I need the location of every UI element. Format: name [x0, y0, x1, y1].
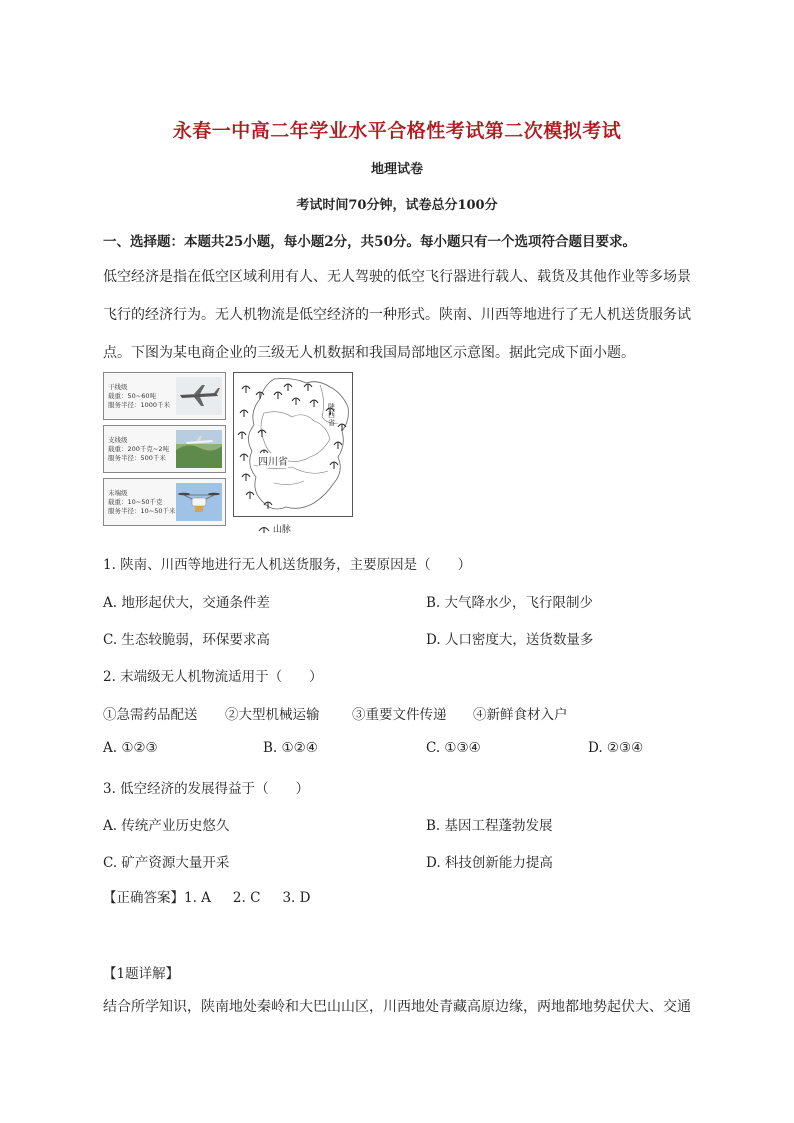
- question-1-stem: 1. 陕南、川西等地进行无人机送货服务，主要原因是（ ）: [103, 557, 472, 573]
- map-label-shaanxi: 陕西省: [328, 403, 335, 427]
- question-2-option-c: C. ①③④: [426, 740, 481, 756]
- drone-load: 载重：200千克~2吨: [108, 445, 169, 453]
- map-label-sichuan: 四川省: [258, 453, 288, 468]
- answer-1: 1. A: [184, 890, 211, 906]
- section-heading: 一、选择题：本题共25小题，每小题2分，共50分。每小题只有一个选项符合题目要求。: [103, 234, 636, 250]
- question-1-option-c: C. 生态较脆弱，环保要求高: [103, 632, 270, 648]
- intro-line-2: 飞行的经济行为。无人机物流是低空经济的一种形式。陕南、川西等地进行了无人机送货服务试: [103, 307, 691, 323]
- answer-3: 3. D: [282, 890, 311, 906]
- intro-line-3: 点。下图为某电商企业的三级无人机数据和我国局部地区示意图。据此完成下面小题。: [103, 345, 635, 361]
- question-2-item-2: ②大型机械运输: [225, 707, 320, 723]
- mountain-range-icon: [258, 524, 270, 533]
- question-3-option-b: B. 基因工程蓬勃发展: [426, 818, 553, 834]
- question-3-option-d: D. 科技创新能力提高: [426, 855, 553, 871]
- drone-grade: 末端级: [108, 489, 128, 497]
- figure-drone-and-map: [103, 372, 355, 540]
- drone-panel-terminal: [103, 478, 226, 526]
- legend-label: 山脉: [272, 525, 291, 535]
- exam-title: 永春一中高二年学业水平合格性考试第二次模拟考试: [172, 120, 622, 142]
- question-3-stem: 3. 低空经济的发展得益于（ ）: [103, 781, 310, 797]
- intro-line-1: 低空经济是指在低空区域利用有人、无人驾驶的低空飞行器进行载人、载货及其他作业等多场景: [103, 269, 691, 285]
- question-2-option-b: B. ①②④: [263, 740, 318, 756]
- question-2-item-3: ③重要文件传递: [352, 707, 447, 723]
- question-1-option-d: D. 人口密度大，送货数量多: [426, 632, 594, 648]
- question-3-option-a: A. 传统产业历史悠久: [103, 818, 230, 834]
- drone-radius: 服务半径：10~50千米: [108, 507, 176, 515]
- detail-text: 结合所学知识，陕南地处秦岭和大巴山山区，川西地处青藏高原边缘，两地都地势起伏大、交通: [103, 999, 691, 1015]
- sichuan-shaanxi-map: [234, 373, 352, 516]
- question-2-option-a: A. ①②③: [103, 740, 158, 756]
- question-2-item-1: ①急需药品配送: [103, 707, 198, 723]
- quadcopter-drone-icon: [176, 483, 222, 521]
- drone-radius: 服务半径：1000千米: [108, 401, 171, 409]
- drone-load: 载重：50~60吨: [108, 392, 156, 400]
- vtol-drone-landscape-icon: [176, 430, 222, 468]
- exam-subject: 地理试卷: [370, 162, 423, 177]
- fixed-wing-drone-icon: [176, 377, 222, 415]
- drone-radius: 服务半径：500千米: [108, 454, 166, 462]
- question-2-stem: 2. 末端级无人机物流适用于（ ）: [103, 669, 323, 685]
- answer-2: 2. C: [232, 890, 261, 906]
- drone-load: 载重：10~50千克: [108, 498, 163, 506]
- question-2-option-d: D. ②③④: [588, 740, 644, 756]
- drone-grade: 干线级: [108, 383, 128, 391]
- question-1-option-b: B. 大气降水少，飞行限制少: [426, 595, 594, 611]
- detail-heading: 【1题详解】: [103, 966, 180, 982]
- map-legend: [258, 522, 291, 535]
- answer-key-label: 【正确答案】: [103, 890, 184, 906]
- drone-panel-branch: [103, 425, 226, 473]
- drone-panel-trunk: [103, 372, 226, 420]
- answer-key: [103, 886, 332, 906]
- regional-map: [233, 372, 353, 517]
- exam-time-info: 考试时间70分钟，试卷总分100分: [296, 198, 498, 213]
- question-3-option-c: C. 矿产资源大量开采: [103, 855, 230, 871]
- question-2-item-4: ④新鲜食材入户: [473, 707, 568, 723]
- drone-grade: 支线级: [108, 436, 128, 444]
- question-1-option-a: A. 地形起伏大，交通条件差: [103, 595, 270, 611]
